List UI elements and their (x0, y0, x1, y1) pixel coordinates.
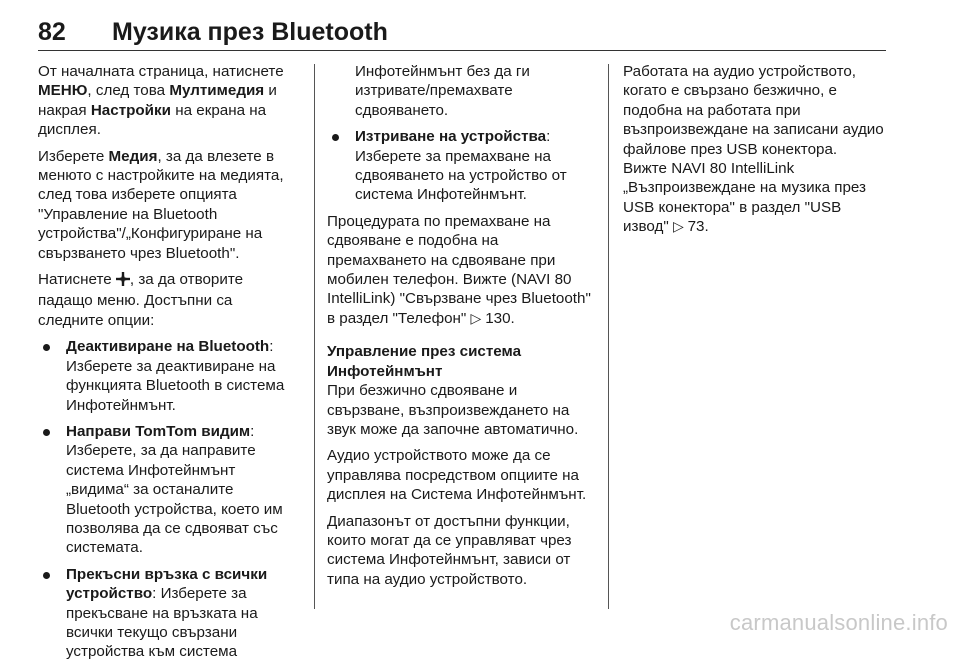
bullet-dot (43, 429, 50, 436)
page-title: Музика през Bluetooth (112, 18, 388, 46)
paragraph: Процедурата по премахване на сдвояване е подобна на премахването на сдвояване при мобилен телефон. Вижте (NAVI 80 IntelliLink) "Свързване чрез Bluetooth" в раздел "Телефон" ▷ 130. (327, 212, 591, 327)
paragraph: От началната страница, натиснете МЕНЮ, след това Мултимедия и накрая Настройки на екрана на дисплея. (38, 63, 284, 139)
list-item: Деактивиране на Bluetooth: Изберете за деактивиране на функцията Bluetooth в система Инфотейнмънт. (38, 337, 300, 415)
bullet-dot (43, 572, 50, 579)
watermark: carmanualsonline.info (729, 610, 948, 635)
column-3 (623, 62, 885, 244)
bullet-dot (332, 134, 339, 141)
plus-icon (116, 272, 130, 291)
page-number: 82 (38, 18, 66, 46)
column-1 (38, 62, 300, 669)
section-heading: Управление през система Инфотейнмънт (327, 343, 522, 380)
header-rule (38, 50, 886, 51)
list-item: Направи TomTom видим: Изберете, за да направите система Инфотейнмънт „видима“ за останалите Bluetooth устройства, което им позволява да се сдвояват със системата. (38, 422, 300, 558)
column-divider-1 (314, 64, 315, 609)
page-header (38, 18, 886, 50)
page-ref-icon: ▷ (470, 309, 486, 326)
paragraph: Изберете Медия, за да влезете в менюто с настройките на медията, след това изберете опцията "Управление на Bluetooth устройства"/„Конфигуриране на свързването чрез Bluetooth". (38, 147, 284, 262)
column-divider-2 (608, 64, 609, 609)
column-2 (327, 62, 595, 596)
page-reference[interactable]: 73. (687, 218, 709, 236)
list-item: Прекъсни връзка с всички устройство: Изберете за прекъсване на връзката на всички текущо свързани устройства към система (38, 565, 300, 662)
paragraph: При безжично сдвояване и свързване, възпроизвеждането на звук може да започне автоматично. (327, 382, 579, 438)
list-item: Изтриване на устройства: Изберете за премахване на сдвояването на устройство от система Инфотейнмънт. (327, 127, 595, 205)
paragraph: Аудио устройството може да се управлява посредством опциите на дисплея на Система Инфотейнмънт. (327, 447, 587, 504)
page-ref-icon: ▷ (672, 218, 688, 235)
list-item-continuation: Инфотейнмънт без да ги изтривате/премахвате сдвояването. (355, 63, 530, 119)
paragraph: Диапазонът от достъпни функции, които могат да се управляват чрез система Инфотейнмънт, зависи от типа на аудио устройството. (327, 512, 572, 588)
page-reference[interactable]: 130. (485, 309, 515, 327)
paragraph: Натиснете , за да отворите падащо меню. Достъпни са следните опции: (38, 271, 244, 329)
paragraph: Работата на аудио устройството, когато е свързано безжично, е подобна на работата при възпроизвеждане на записани аудио файлове през USB конектора. Вижте NAVI 80 IntelliLink „Възпроизвеждане на музика през USB конектора" в раздел "USB извод" ▷ 73. (623, 63, 884, 236)
bullet-dot (43, 344, 50, 351)
